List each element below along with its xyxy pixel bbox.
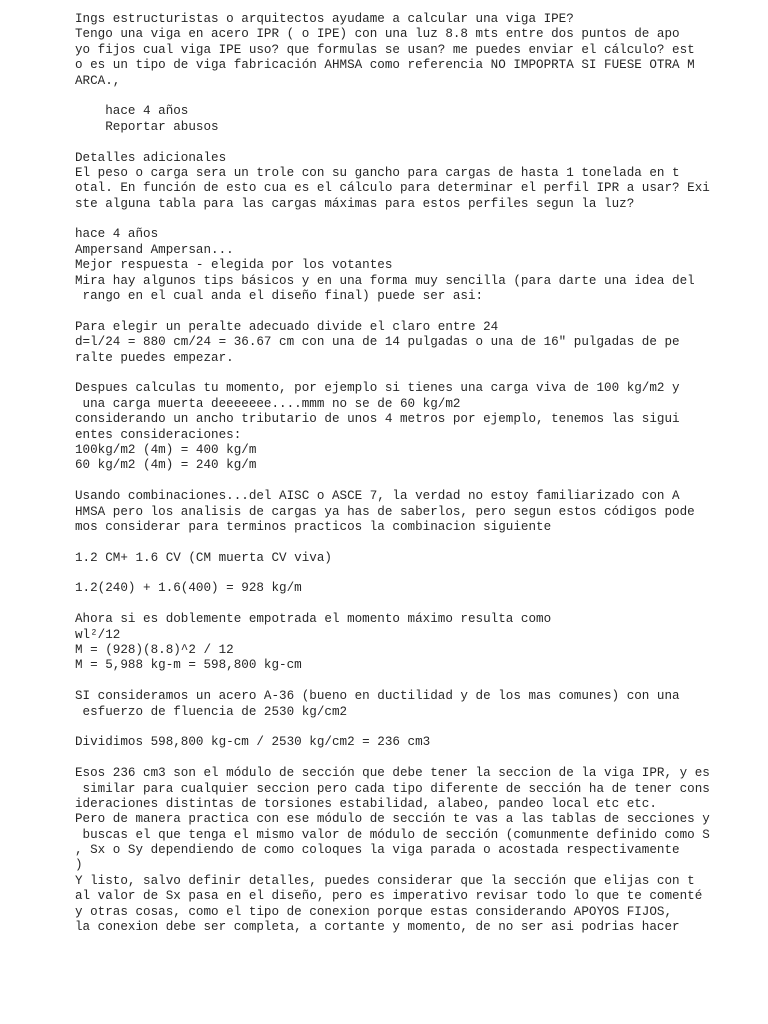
text-line	[75, 212, 765, 227]
text-line: 60 kg/m2 (4m) = 240 kg/m	[75, 458, 257, 473]
text-line: Usando combinaciones...del AISC o ASCE 7, la verdad no estoy familiarizado con A	[75, 489, 680, 504]
text-line: 1.2 CM+ 1.6 CV (CM muerta CV viva)	[75, 550, 332, 565]
text-line: Ampersand Ampersan...	[75, 242, 234, 257]
text-line: Ahora si es doblemente empotrada el momento máximo resulta como	[75, 612, 552, 627]
text-line	[75, 720, 765, 735]
text-line: Tengo una viga en acero IPR ( o IPE) con una luz 8.8 mts entre dos puntos de apo	[75, 27, 680, 42]
text-line: otal. En función de esto cua es el cálculo para determinar el perfil IPR a usar? Exi	[75, 181, 710, 196]
text-line: o es un tipo de viga fabricación AHMSA como referencia NO IMPOPRTA SI FUESE OTRA M	[75, 58, 695, 73]
text-line: entes consideraciones:	[75, 427, 242, 442]
text-line: Ings estructuristas o arquitectos ayudame a calcular una viga IPE?	[75, 12, 574, 26]
text-line: SI consideramos un acero A-36 (bueno en ductilidad y de los mas comunes) con una	[75, 689, 680, 704]
text-line: considerando un ancho tributario de unos 4 metros por ejemplo, tenemos las sigui	[75, 412, 680, 427]
text-line: la conexion debe ser completa, a cortante y momento, de no ser asi podrias hacer	[75, 920, 680, 935]
text-line: Y listo, salvo definir detalles, puedes considerar que la sección que elijas con t	[75, 873, 695, 888]
text-line: d=l/24 = 880 cm/24 = 36.67 cm con una de 14 pulgadas o una de 16" pulgadas de pe	[75, 335, 680, 350]
text-line: ste alguna tabla para las cargas máximas para estos perfiles segun la luz?	[75, 196, 635, 211]
text-line: ideraciones distintas de torsiones estabilidad, alabeo, pandeo local etc etc.	[75, 796, 657, 811]
text-line: esfuerzo de fluencia de 2530 kg/cm2	[75, 704, 348, 719]
text-line	[75, 366, 765, 381]
text-line: Despues calculas tu momento, por ejemplo si tienes una carga viva de 100 kg/m2 y	[75, 381, 680, 396]
text-line	[75, 566, 765, 581]
text-line: y otras cosas, como el tipo de conexion porque estas considerando APOYOS FIJOS,	[75, 904, 673, 919]
text-line: Dividimos 598,800 kg-cm / 2530 kg/cm2 = 236 cm3	[75, 735, 431, 750]
text-line: M = (928)(8.8)^2 / 12	[75, 643, 234, 658]
text-line	[75, 535, 765, 550]
text-line: HMSA pero los analisis de cargas ya has de saberlos, pero segun estos códigos pode	[75, 504, 695, 519]
text-line: )	[75, 858, 83, 873]
text-line: al valor de Sx pasa en el diseño, pero es imperativo revisar todo lo que te comenté	[75, 889, 703, 904]
text-line: 1.2(240) + 1.6(400) = 928 kg/m	[75, 581, 302, 596]
text-line	[75, 135, 765, 150]
text-line: Mira hay algunos tips básicos y en una forma muy sencilla (para darte una idea del	[75, 273, 695, 288]
text-line	[75, 674, 765, 689]
text-line	[75, 597, 765, 612]
text-line: , Sx o Sy dependiendo de como coloques la viga parada o acostada respectivamente	[75, 843, 680, 858]
text-line: Para elegir un peralte adecuado divide el claro entre 24	[75, 319, 499, 334]
text-line: Detalles adicionales	[75, 150, 227, 165]
text-line: rango en el cual anda el diseño final) puede ser asi:	[75, 289, 484, 304]
text-line: ARCA.,	[75, 73, 121, 88]
text-line: hace 4 años	[75, 104, 189, 119]
text-line: yo fijos cual viga IPE uso? que formulas se usan? me puedes enviar el cálculo? est	[75, 42, 695, 57]
text-line	[75, 751, 765, 766]
text-line: una carga muerta deeeeeee....mmm no se de 60 kg/m2	[75, 396, 461, 411]
text-line: wl²/12	[75, 627, 121, 642]
text-line	[75, 304, 765, 319]
text-line: M = 5,988 kg-m = 598,800 kg-cm	[75, 658, 302, 673]
text-line: buscas el que tenga el mismo valor de módulo de sección (comunmente definido como S	[75, 827, 710, 842]
text-line	[75, 474, 765, 489]
document-text-body	[75, 12, 765, 935]
text-line: Reportar abusos	[75, 119, 219, 134]
text-line	[75, 89, 765, 104]
text-line: mos considerar para terminos practicos la combinacion siguiente	[75, 519, 552, 534]
text-line: El peso o carga sera un trole con su gancho para cargas de hasta 1 tonelada en t	[75, 165, 680, 180]
text-line: ralte puedes empezar.	[75, 350, 234, 365]
text-line: Mejor respuesta - elegida por los votantes	[75, 258, 393, 273]
text-line: similar para cualquier seccion pero cada tipo diferente de sección ha de tener cons	[75, 781, 710, 796]
text-line: Pero de manera practica con ese módulo de sección te vas a las tablas de secciones y	[75, 812, 710, 827]
text-line: hace 4 años	[75, 227, 159, 242]
text-line: 100kg/m2 (4m) = 400 kg/m	[75, 442, 257, 457]
text-line: Esos 236 cm3 son el módulo de sección que debe tener la seccion de la viga IPR, y es	[75, 766, 710, 781]
